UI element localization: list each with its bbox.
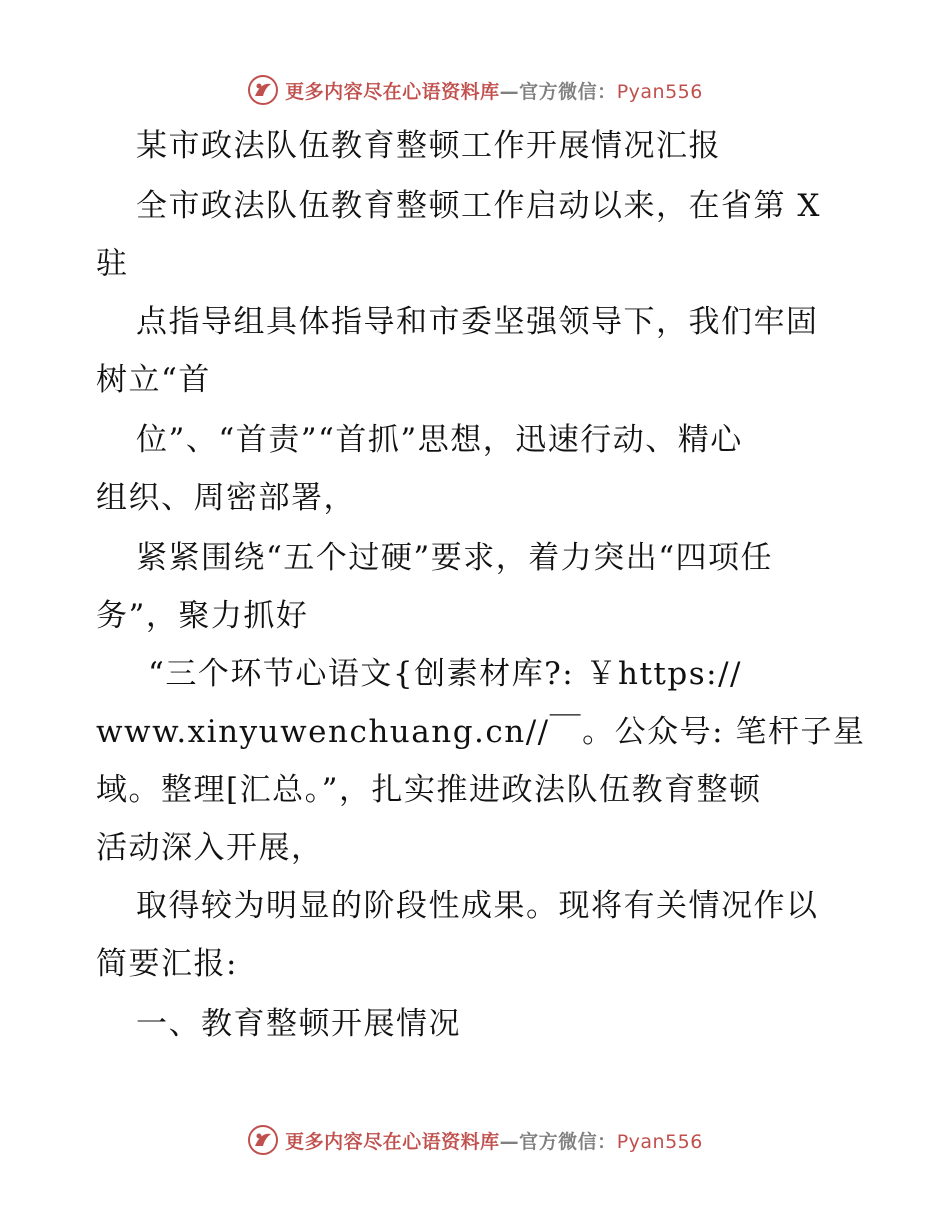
paragraph-line: 取得较为明显的阶段性成果。现将有关情况作以 bbox=[136, 888, 819, 924]
brand-logo-icon bbox=[247, 1124, 279, 1156]
header-banner-wx-id: Pyan556 bbox=[616, 80, 703, 103]
paragraph-line: “三个环节心语文{创素材库?: ￥https:// bbox=[148, 656, 742, 692]
paragraph-line: 位”、“首责”“首抓”思想，迅速行动、精心 bbox=[136, 422, 743, 458]
footer-banner-wx-id: Pyan556 bbox=[616, 1130, 703, 1153]
footer-banner bbox=[0, 1120, 950, 1160]
paragraph-line: 紧紧围绕“五个过硬”要求，着力突出“四项任 bbox=[136, 540, 774, 576]
section-heading: 一、教育整顿开展情况 bbox=[136, 1006, 461, 1042]
document-title: 某市政法队伍教育整顿工作开展情况汇报 bbox=[136, 128, 721, 164]
footer-banner-text bbox=[285, 1127, 703, 1154]
paragraph-line: 组织、周密部署， bbox=[96, 480, 356, 516]
paragraph-line: 简要汇报: bbox=[96, 946, 238, 982]
header-banner bbox=[0, 70, 950, 110]
header-banner-wx-label: 官方微信： bbox=[519, 80, 617, 103]
footer-banner-wx-label: 官方微信： bbox=[519, 1130, 617, 1153]
paragraph-line: 全市政法队伍教育整顿工作启动以来，在省第 X bbox=[136, 188, 821, 224]
paragraph-line: 活动深入开展， bbox=[96, 830, 324, 866]
header-banner-main: 更多内容尽在心语资料库 bbox=[285, 80, 500, 103]
paragraph-line: 务”，聚力抓好 bbox=[96, 598, 309, 634]
paragraph-line: www.xinyuwenchuang.cn//￣。公众号: 笔杆子星 bbox=[96, 714, 866, 750]
paragraph-line: 驻 bbox=[96, 246, 129, 282]
paragraph-line: 树立“首 bbox=[96, 362, 211, 398]
brand-logo-icon bbox=[247, 74, 279, 106]
header-banner-dash: — bbox=[499, 80, 520, 103]
paragraph-line: 域。整理[汇总。”，扎实推进政法队伍教育整顿 bbox=[96, 772, 762, 808]
header-banner-text bbox=[285, 77, 703, 104]
footer-banner-dash: — bbox=[499, 1130, 520, 1153]
paragraph-line: 点指导组具体指导和市委坚强领导下，我们牢固 bbox=[136, 304, 819, 340]
footer-banner-main: 更多内容尽在心语资料库 bbox=[285, 1130, 500, 1153]
